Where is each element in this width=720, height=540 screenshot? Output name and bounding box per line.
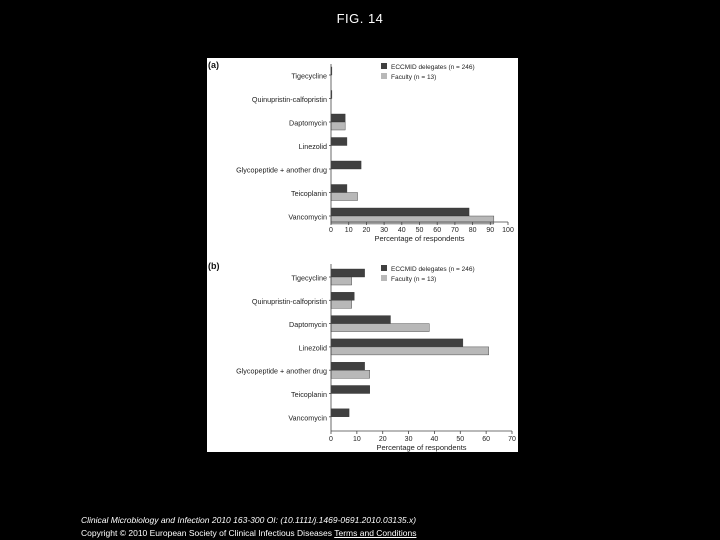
bar — [331, 138, 347, 146]
bar-charts — [207, 58, 518, 452]
legend-label: ECCMID delegates (n = 246) — [391, 266, 475, 273]
x-tick-label: 40 — [397, 227, 406, 234]
panel-label: (a) — [208, 60, 219, 70]
category-label: Glycopeptide + another drug — [236, 165, 327, 175]
legend-swatch — [381, 275, 387, 281]
x-tick-label: 70 — [508, 436, 516, 443]
legend-label: Faculty (n = 13) — [391, 74, 437, 81]
figure-panel — [207, 58, 518, 452]
bar — [331, 300, 352, 308]
bar — [331, 122, 345, 130]
category-label: Tigecycline — [291, 71, 327, 81]
x-tick-label: 40 — [430, 436, 439, 443]
x-tick-label: 80 — [468, 227, 477, 234]
x-tick-label: 0 — [329, 436, 333, 443]
x-tick-label: 0 — [329, 227, 333, 234]
x-tick-label: 50 — [415, 227, 424, 234]
bar — [331, 114, 345, 122]
x-tick-label: 60 — [433, 227, 442, 234]
category-label: Quinupristin-calfopristin — [251, 296, 327, 306]
x-tick-label: 70 — [451, 227, 459, 234]
legend-swatch — [381, 73, 387, 79]
category-label: Daptomycin — [289, 320, 327, 330]
bar — [331, 269, 365, 277]
x-tick-label: 90 — [486, 227, 495, 234]
panel-label: (b) — [208, 261, 220, 271]
x-tick-label: 100 — [502, 227, 514, 234]
legend-swatch — [381, 265, 387, 271]
legend-label: Faculty (n = 13) — [391, 276, 437, 283]
legend-label: ECCMID delegates (n = 246) — [391, 64, 475, 71]
category-label: Vancomycin — [288, 212, 327, 222]
bar — [331, 362, 365, 370]
category-label: Teicoplanin — [291, 189, 327, 198]
bar — [331, 193, 358, 201]
bar — [331, 161, 361, 169]
bar — [331, 370, 370, 378]
category-label: Teicoplanin — [291, 390, 327, 399]
x-tick-label: 30 — [380, 227, 388, 234]
category-label: Quinupristin-calfopristin — [251, 95, 327, 104]
bar — [331, 316, 390, 324]
x-tick-label: 30 — [404, 436, 413, 443]
bar — [331, 409, 349, 417]
copyright-text: Copyright © 2010 European Society of Clinical Infectious Diseases — [81, 528, 333, 538]
legend-swatch — [381, 63, 387, 69]
bar — [331, 277, 352, 285]
bar — [331, 339, 463, 347]
x-tick-label: 20 — [362, 227, 371, 234]
category-label: Glycopeptide + another drug — [236, 366, 327, 376]
x-tick-label: 60 — [482, 436, 491, 443]
figure-title: FIG. 14 — [336, 11, 384, 26]
x-tick-label: 10 — [352, 436, 361, 443]
bar — [331, 386, 370, 394]
category-label: Vancomycin — [288, 413, 327, 423]
x-tick-label: 10 — [344, 227, 353, 234]
copyright-line — [81, 528, 416, 538]
category-label: Linezolid — [298, 343, 327, 353]
category-label: Linezolid — [298, 142, 327, 151]
bar — [331, 347, 489, 355]
terms-link[interactable]: Terms and Conditions — [334, 528, 417, 538]
x-tick-label: 20 — [378, 436, 387, 443]
bar — [331, 216, 494, 224]
x-axis-label: Percentage of respondents — [376, 443, 467, 452]
category-label: Tigecycline — [291, 273, 327, 283]
bar — [331, 185, 347, 193]
category-label: Daptomycin — [289, 118, 327, 128]
bar — [331, 208, 469, 216]
bar — [331, 324, 429, 332]
bar — [331, 292, 354, 300]
x-tick-label: 50 — [456, 436, 465, 443]
x-axis-label: Percentage of respondents — [374, 234, 465, 243]
citation-text: Clinical Microbiology and Infection 2010 163-300 OI: (10.1111/j.1469-0691.2010.03135.x) — [81, 515, 417, 525]
